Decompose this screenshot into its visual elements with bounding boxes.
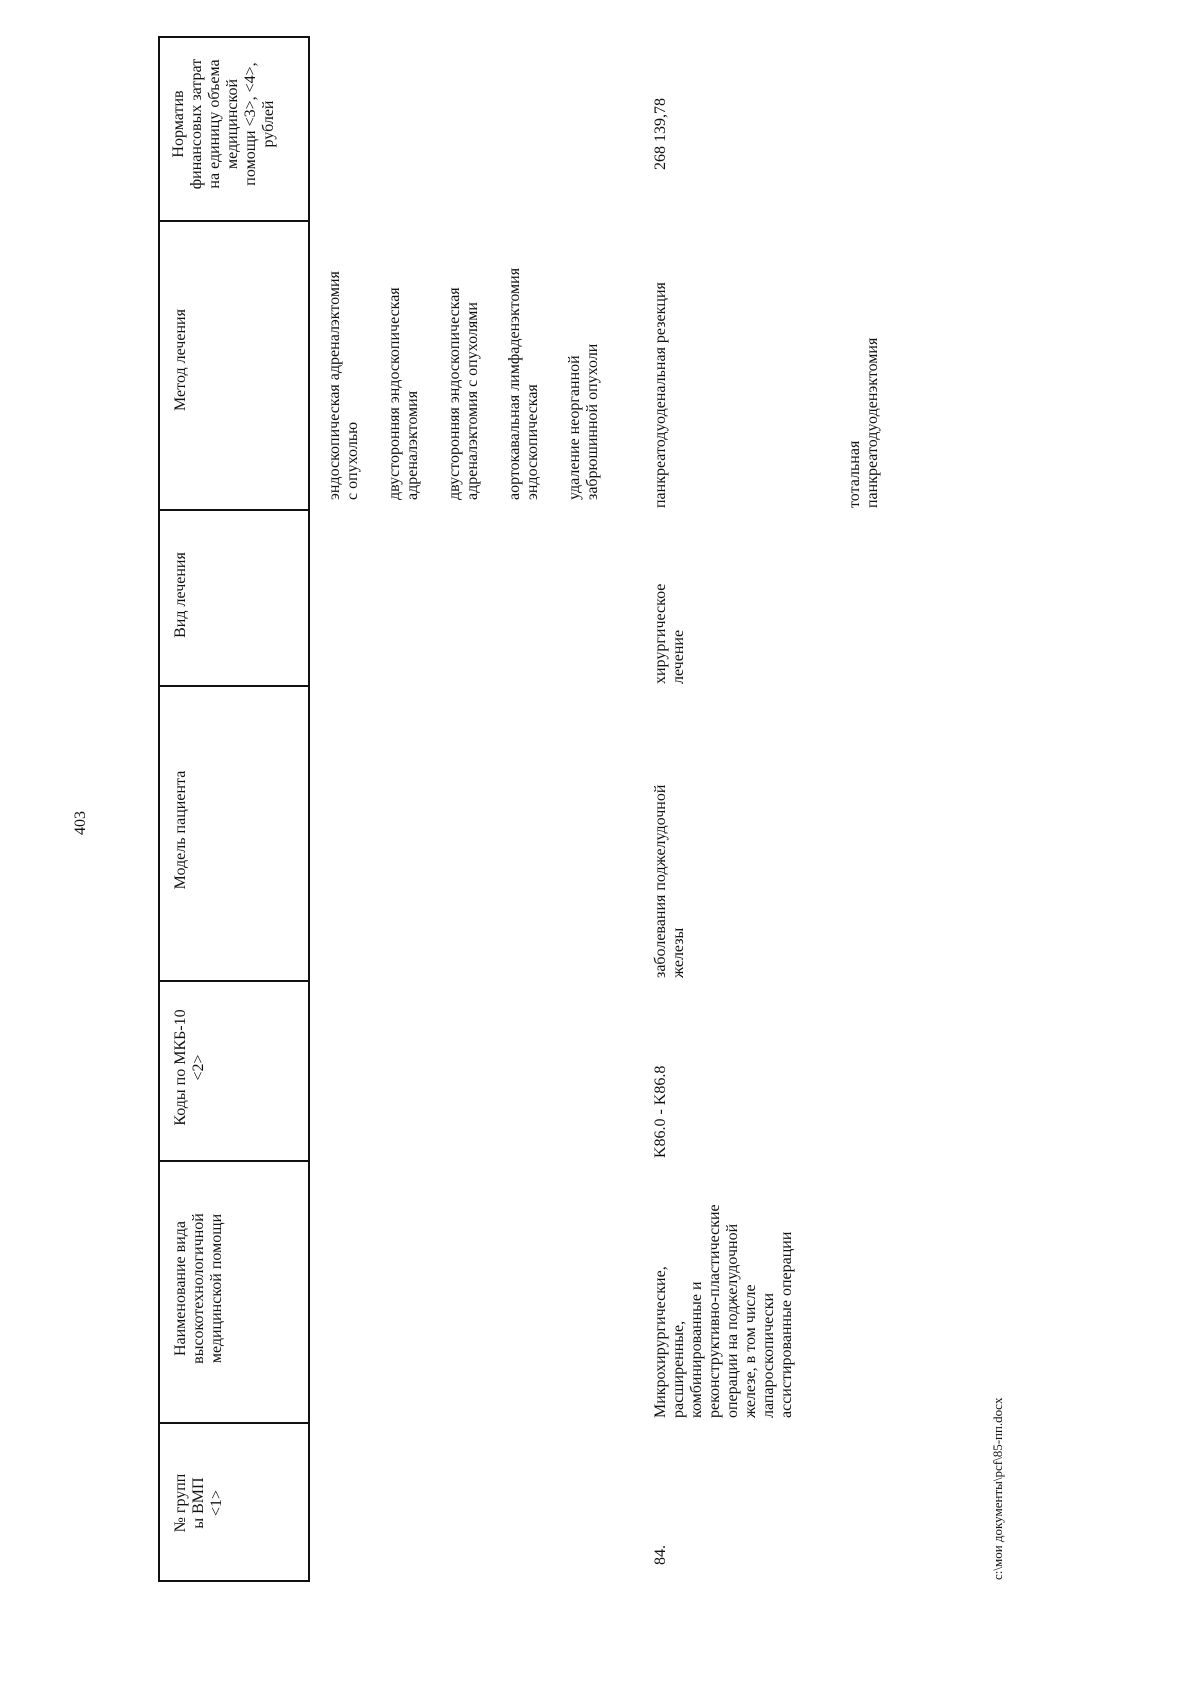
header-divider <box>158 1422 310 1424</box>
